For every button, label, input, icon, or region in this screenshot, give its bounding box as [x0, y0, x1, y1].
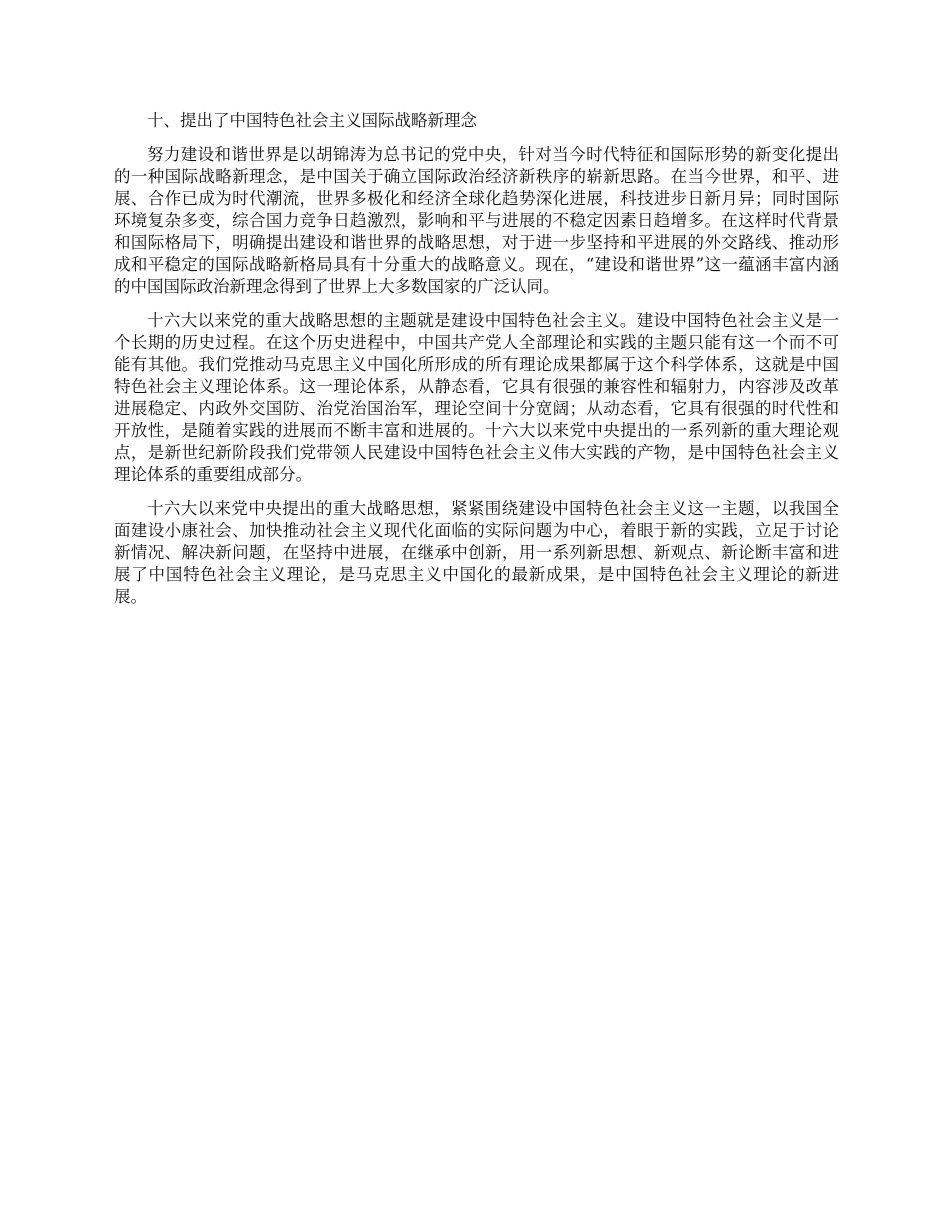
section-heading: 十、提出了中国特色社会主义国际战略新理念 — [147, 111, 477, 130]
document-body — [114, 110, 839, 620]
paragraph-harmonious-world: 努力建设和谐世界是以胡锦涛为总书记的党中央，针对当今时代特征和国际形势的新变化提出的一种国际战略新理念，是中国关于确立国际政治经济新秩序的崭新思路。在当今世界，和平、进展、合作已成为时代潮流，世界多极化和经济全球化趋势深化进展，科技进步日新月异；同时国际环境复杂多变，综合国力竞争日趋激烈，影响和平与进展的不稳定因素日趋增多。在这样时代背景和国际格局下，明确提出建设和谐世界的战略思想，对于进一步坚持和平进展的外交路线、推动形成和平稳定的国际战略新格局具有十分重大的战略意义。现在，“建设和谐世界”这一蕴涵丰富内涵的中国国际政治新理念得到了世界上大多数国家的广泛认同。 — [114, 145, 839, 296]
paragraph-strategic-thought: 十六大以来党中央提出的重大战略思想，紧紧围绕建设中国特色社会主义这一主题，以我国全面建设小康社会、加快推动社会主义现代化面临的实际问题为中心，着眼于新的实践，立足于讨论新情况、解决新问题，在坚持中进展，在继承中创新，用一系列新思想、新观点、新论断丰富和进展了中国特色社会主义理论，是马克思主义中国化的最新成果，是中国特色社会主义理论的新进展。 — [114, 499, 839, 606]
paragraph-theme: 十六大以来党的重大战略思想的主题就是建设中国特色社会主义。建设中国特色社会主义是一个长期的历史过程。在这个历史进程中，中国共产党人全部理论和实践的主题只能有这一个而不可能有其他。我们党推动马克思主义中国化所形成的所有理论成果都属于这个科学体系，这就是中国特色社会主义理论体系。这一理论体系，从静态看，它具有很强的兼容性和辐射力，内容涉及改革进展稳定、内政外交国防、治党治国治军，理论空间十分宽阔；从动态看，它具有很强的时代性和开放性，是随着实践的进展而不断丰富和进展的。十六大以来党中央提出的一系列新的重大理论观点，是新世纪新阶段我们党带领人民建设中国特色社会主义伟大实践的产物，是中国特色社会主义理论体系的重要组成部分。 — [114, 311, 839, 484]
